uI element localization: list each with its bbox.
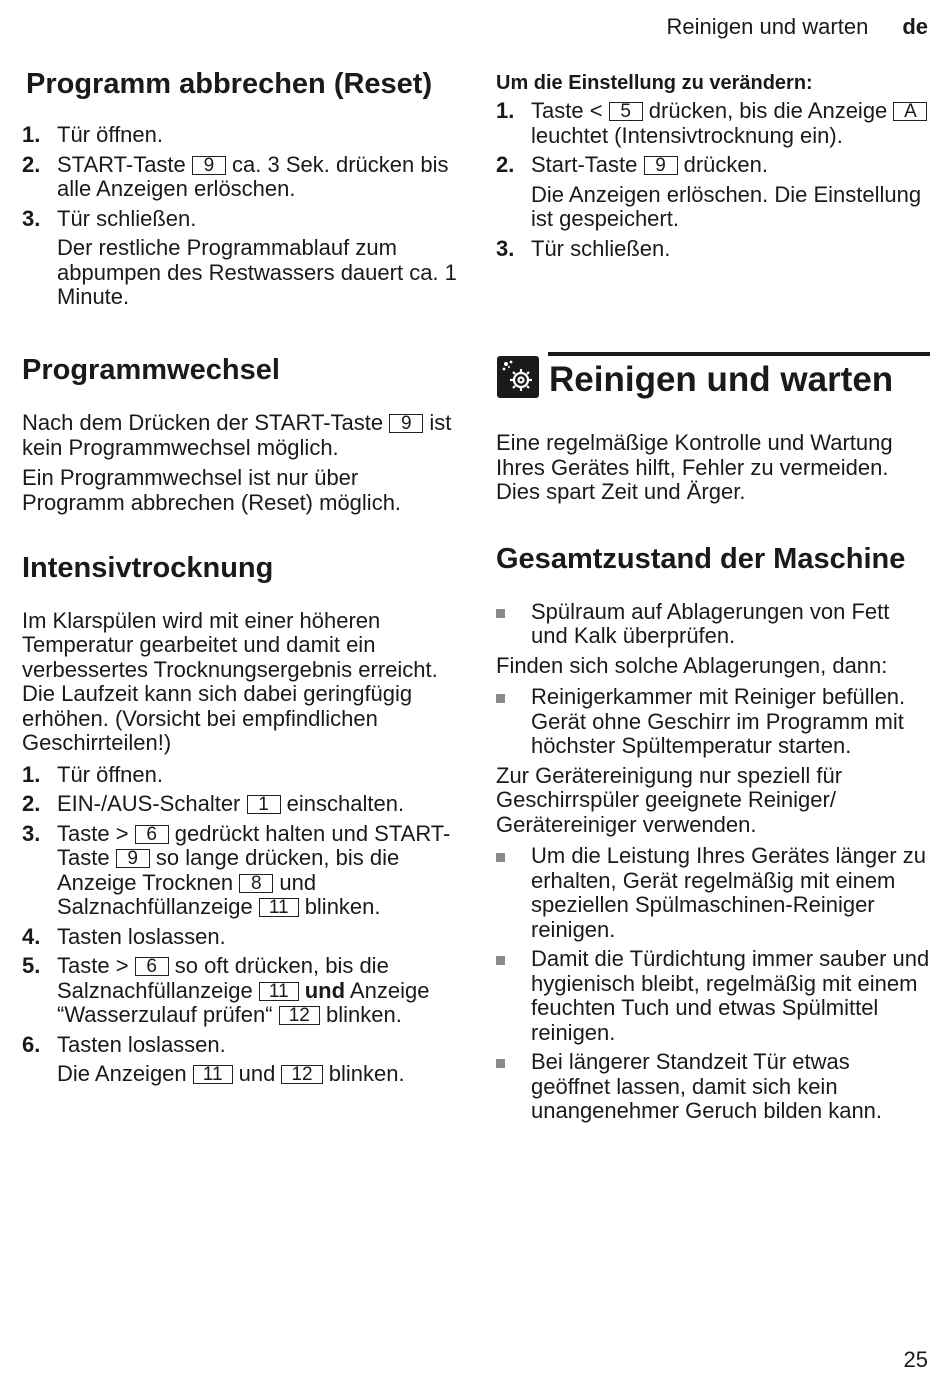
key-label: 9 (389, 414, 423, 433)
gesamt-paragraph-2: Zur Gerätereinigung nur speziell für Geschirrspüler geeignete Reiniger/ Gerätereiniger verwenden. (496, 762, 843, 837)
page-number: 25 (903, 1347, 928, 1372)
list-item: 2. START-Taste 9 ca. 3 Sek. drücken bis alle Anzeigen erlöschen. (22, 151, 449, 202)
language-code: de (902, 14, 928, 39)
right-column (496, 72, 930, 266)
bullet-icon (496, 853, 505, 862)
heading-gesamtzustand: Gesamtzustand der Maschine (496, 542, 906, 575)
list-item: 2. Start-Taste 9 drücken. Die Anzeigen erlöschen. Die Einstellung ist gespeichert. (496, 152, 922, 231)
key-label: A (893, 102, 927, 121)
list-item: 1. Tür öffnen. (22, 761, 163, 787)
key-label: 9 (644, 156, 678, 175)
key-label: 1 (247, 795, 281, 814)
running-header-section: Reinigen und warten (666, 14, 869, 39)
list-item: 3. Tür schließen. Der restliche Programmablauf zum abpumpen des Restwassers dauert ca. 1 Minute. (22, 205, 457, 310)
intensiv-steps (22, 763, 462, 1087)
left-column (22, 68, 462, 1092)
bullet-icon (496, 1059, 505, 1068)
heading-programmwechsel: Programmwechsel (22, 353, 280, 386)
heading-einstellung: Um die Einstellung zu verändern: (496, 72, 813, 94)
heading-intensivtrocknung: Intensivtrocknung (22, 552, 274, 585)
right-column-lower (496, 431, 930, 1129)
list-item: 5. Taste > 6 so oft drücken, bis die Salznachfüllanzeige 11 und Anzeige “Wasserzulauf prüfen“ 12 blinken. (22, 953, 430, 1028)
list-item: 1. Taste < 5 drücken, bis die Anzeige A leuchtet (Intensivtrocknung ein). (496, 99, 930, 148)
key-label: 6 (135, 825, 169, 844)
key-label: 11 (259, 898, 299, 917)
bullet-icon (496, 956, 505, 965)
list-item: 1. Tür öffnen. (22, 122, 163, 148)
section-rule (548, 352, 930, 356)
key-label: 6 (135, 957, 169, 976)
list-item: Spülraum auf Ablagerungen von Fett und Kalk überprüfen. (496, 600, 930, 649)
list-item: Bei längerer Standzeit Tür etwas geöffnet lassen, damit sich kein unangenehmer Geruch bilden kann. (496, 1050, 930, 1124)
gesamt-paragraph-1: Finden sich solche Ablagerungen, dann: (496, 652, 888, 678)
cleaning-icon (497, 356, 539, 398)
key-label: 12 (281, 1065, 322, 1084)
bullet-icon (496, 609, 505, 618)
key-label: 12 (279, 1006, 320, 1025)
list-item: 4. Tasten loslassen. (22, 923, 226, 949)
list-item: 6. Tasten loslassen. Die Anzeigen 11 und 12 blinken. (22, 1031, 405, 1087)
key-label: 9 (192, 156, 226, 175)
running-header (667, 14, 929, 40)
list-item: 3. Taste > 6 gedrückt halten und START-Taste 9 so lange drücken, bis die Anzeige Trocknen 8 und Salznachfüllanzeige 11 blinken. (22, 820, 451, 920)
section-title: Reinigen und warten (549, 360, 894, 399)
wechsel-paragraph-2: Ein Programmwechsel ist nur über Programm abbrechen (Reset) möglich. (22, 465, 402, 515)
list-item: Damit die Türdichtung immer sauber und hygienisch bleibt, regelmäßig mit einem feuchten Tuch und etwas Spülmittel reinigen. (496, 947, 930, 1045)
list-item: Reinigerkammer mit Reiniger befüllen. Gerät ohne Geschirr im Programm mit höchster Spültemperatur starten. (496, 685, 930, 759)
gesamt-list-3 (496, 844, 930, 1124)
section-intro: Eine regelmäßige Kontrolle und Wartung Ihres Gerätes hilft, Fehler zu vermeiden. Dies spart Zeit und Ärger. (496, 430, 893, 504)
list-item: 2. EIN-/AUS-Schalter 1 einschalten. (22, 791, 405, 817)
key-label: 9 (116, 849, 150, 868)
key-label: 11 (259, 982, 299, 1001)
gesamt-list-2 (496, 685, 930, 759)
key-label: 11 (193, 1065, 233, 1084)
reset-steps (22, 123, 462, 310)
key-label: 8 (239, 874, 273, 893)
key-label: 5 (609, 102, 643, 121)
bullet-icon (496, 694, 505, 703)
wechsel-paragraph-1: Nach dem Drücken der START-Taste 9 ist kein Programmwechsel möglich. (22, 410, 452, 460)
gesamt-list-1 (496, 600, 930, 649)
list-item: Um die Leistung Ihres Gerätes länger zu erhalten, Gerät regelmäßig mit einem speziellen Spülmaschinen-Reiniger reinigen. (496, 844, 930, 942)
heading-reset: Programm abbrechen (Reset) (26, 68, 433, 100)
intensiv-intro: Im Klarspülen wird mit einer höheren Temperatur gearbeitet und damit ein verbessertes Trocknungsergebnis erreicht. Die Laufzeit kann sich dabei geringfügig erhöhen. (Vorsicht bei empfindlichen Geschirrteilen!) (22, 607, 438, 756)
einstellung-steps (496, 99, 930, 261)
list-item: 3. Tür schließen. (496, 235, 671, 261)
